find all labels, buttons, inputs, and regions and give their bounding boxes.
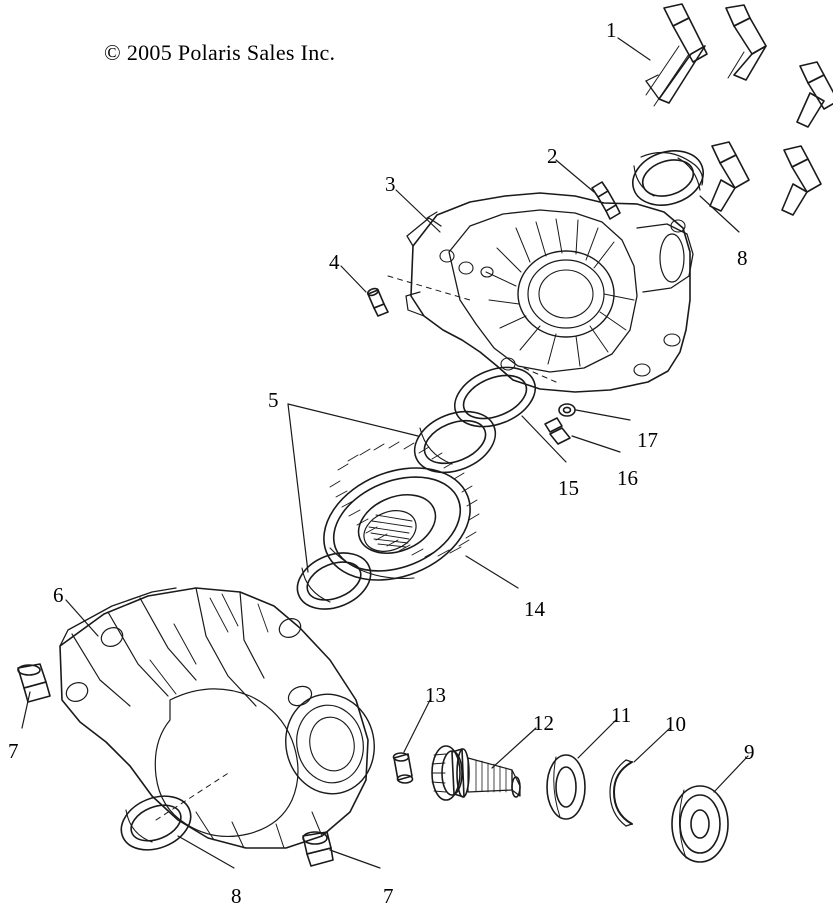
small-washer-bolt bbox=[545, 404, 575, 444]
copyright-notice: © 2005 Polaris Sales Inc. bbox=[104, 40, 336, 65]
callout-4: 4 bbox=[329, 250, 340, 274]
callout-3: 3 bbox=[385, 172, 396, 196]
callout-10: 10 bbox=[665, 712, 686, 736]
callout-9: 9 bbox=[744, 740, 755, 764]
seal-upper bbox=[406, 400, 505, 483]
callout-17: 17 bbox=[637, 428, 658, 452]
callout-16: 16 bbox=[617, 466, 638, 490]
callout-2: 2 bbox=[547, 144, 558, 168]
callout-7-left: 7 bbox=[8, 739, 19, 763]
hidden-centerlines bbox=[156, 276, 556, 820]
gearcase-cover bbox=[406, 193, 693, 392]
callout-15: 15 bbox=[558, 476, 579, 500]
seal-lower-left bbox=[289, 543, 379, 620]
shim-washer bbox=[547, 755, 585, 819]
ring-gear bbox=[307, 442, 487, 601]
callout-12: 12 bbox=[533, 711, 554, 735]
callout-14: 14 bbox=[524, 597, 545, 621]
callout-11: 11 bbox=[611, 703, 632, 727]
roll-pin bbox=[394, 753, 413, 783]
dowel-pin bbox=[367, 287, 388, 316]
leader-lines bbox=[22, 38, 748, 868]
callout-8-bottom: 8 bbox=[231, 884, 242, 908]
callout-7-bottom: 7 bbox=[383, 884, 394, 908]
seal-top bbox=[626, 142, 711, 214]
callout-5: 5 bbox=[268, 388, 279, 412]
callout-1: 1 bbox=[606, 18, 617, 42]
callout-8-top: 8 bbox=[737, 246, 748, 270]
callout-13: 13 bbox=[425, 683, 446, 707]
gearcase-housing bbox=[60, 588, 383, 848]
seal-bottom-left bbox=[113, 786, 198, 859]
snap-ring bbox=[610, 760, 632, 826]
callout-6: 6 bbox=[53, 583, 64, 607]
drain-plug-left bbox=[18, 664, 50, 702]
washer-cover bbox=[672, 786, 728, 862]
flange-bolt-group bbox=[646, 4, 707, 106]
